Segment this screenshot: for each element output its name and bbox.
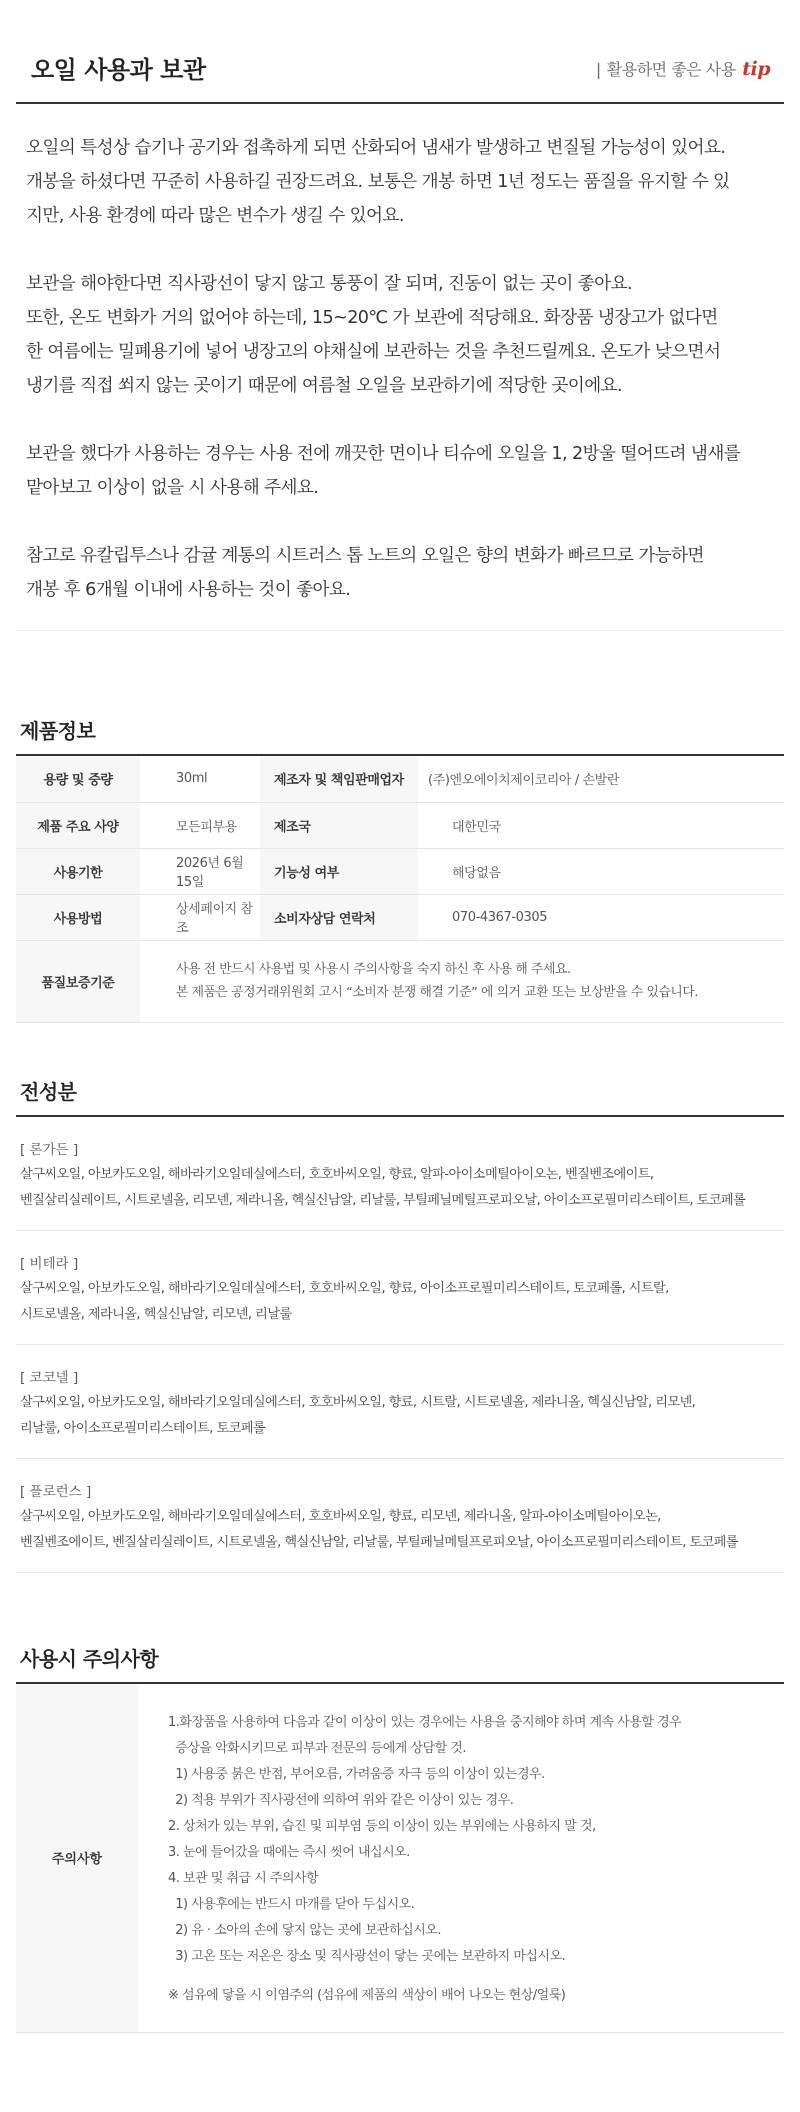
- quality-line: 사용 전 반드시 사용법 및 사용시 주의사항을 숙지 하신 후 사용 해 주세요.: [176, 962, 571, 977]
- tip-paragraph: 보관을 했다가 사용하는 경우는 사용 전에 깨끗한 면이나 티슈에 오일을 1, 2방울 떨어뜨려 냄새를 맡아보고 이상이 없을 시 사용해 주세요.: [26, 444, 741, 498]
- tip-paragraph: 보관을 해야한다면 직사광선이 닿지 않고 통풍이 잘 되며, 진동이 없는 곳이 좋아요. 또한, 온도 변화가 거의 없어야 하는데, 15~20℃ 가 보관에 적당해요. 화장품 냉장고가 없다면 한 여름에는 밀폐용기에 넣어 냉장고의 야채실에 보관하는 것을 추천드릴께요. 온도가 낮으면서 냉기를 직접 쐬지 않는 곳이기 때문에 여름철 오일을 보관하기에 적당한 곳이에요.: [26, 274, 721, 396]
- caution-line: 4. 보관 및 취급 시 주의사항: [168, 1870, 319, 1886]
- ingredient-name: [ 론가든 ]: [20, 1141, 79, 1158]
- caution-title: 사용시 주의사항: [16, 1643, 784, 1684]
- caution-row: [16, 1684, 784, 2033]
- table-row: [16, 756, 784, 802]
- caution-line: 1) 사용후에는 반드시 마개를 닫아 두십시오.: [168, 1896, 415, 1912]
- caution-line: 2. 상처가 있는 부위, 습진 및 피부염 등의 이상이 있는 부위에는 사용하지 말 것,: [168, 1818, 596, 1834]
- ingredients-section: [16, 1076, 784, 1573]
- caution-line: 3. 눈에 들어갔을 때에는 즉시 씻어 내십시오.: [168, 1844, 410, 1860]
- quality-line: 본 제품은 공정거래위원회 고시 “소비자 분쟁 해결 기준” 에 의거 교환 또는 보상받을 수 있습니다.: [176, 985, 699, 1000]
- table-row: [16, 802, 784, 848]
- tip-header: [16, 0, 784, 104]
- info-value: 070-4367-0305: [418, 894, 784, 940]
- ingredient-text: 살구씨오일, 아보카도오일, 해바라기오일데실에스터, 호호바씨오일, 향료, 알파-아이소메틸아이오논, 벤질벤조에이트, 벤질살리실레이트, 시트로넬올, 리모넨, 제라니올, 헥실신남알, 리날룰, 부틸페닐메틸프로피오날, 아이소프로필미리스테이트, 토코페롤: [20, 1166, 746, 1208]
- info-label: 기능성 여부: [260, 848, 418, 894]
- caution-label: 주의사항: [16, 1684, 138, 2032]
- ingredient-name: [ 비테라 ]: [20, 1255, 79, 1272]
- caution-line: 3) 고온 또는 저온은 장소 및 직사광선이 닿는 곳에는 보관하지 마십시오.: [168, 1948, 566, 1964]
- info-value: 30ml: [140, 756, 260, 802]
- info-value: 상세페이지 참조: [140, 894, 260, 940]
- tip-word: tip: [742, 58, 770, 80]
- caution-content: [138, 1684, 681, 2032]
- info-label: 사용방법: [16, 894, 140, 940]
- quality-content: [140, 940, 784, 1022]
- info-value: 2026년 6월 15일: [140, 848, 260, 894]
- list-item: [16, 1459, 784, 1573]
- quality-label: 품질보증기준: [16, 940, 140, 1022]
- caution-line: 증상을 악화시키므로 피부과 전문의 등에게 상담할 것.: [168, 1740, 466, 1756]
- info-label: 제품 주요 사양: [16, 802, 140, 848]
- tip-divider: |: [595, 60, 601, 79]
- tip-paragraph: 오일의 특성상 습기나 공기와 접촉하게 되면 산화되어 냄새가 발생하고 변질될 가능성이 있어요. 개봉을 하셨다면 꾸준히 사용하길 권장드려요. 보통은 개봉 하면 1년 정도는 품질을 유지할 수 있 지만, 사용 환경에 따라 많은 변수가 생길 수 있어요.: [26, 138, 730, 226]
- ingredient-name: [ 코코넬 ]: [20, 1369, 79, 1386]
- info-label: 제조자 및 책임판매업자: [260, 756, 418, 802]
- caution-section: [16, 1643, 784, 2033]
- caution-note: ※ 섬유에 닿을 시 이염주의 (섬유에 제품의 색상이 배어 나오는 현상/얼룩): [168, 1987, 566, 2003]
- table-row: [16, 940, 784, 1022]
- ingredient-name: [ 플로런스 ]: [20, 1483, 92, 1500]
- ingredient-text: 살구씨오일, 아보카도오일, 해바라기오일데실에스터, 호호바씨오일, 향료, 아이소프로필미리스테이트, 토코페롤, 시트랄, 시트로넬올, 제라니올, 헥실신남알, 리모넨, 리날룰: [20, 1280, 669, 1322]
- info-label: 용량 및 중량: [16, 756, 140, 802]
- tip-body: [16, 104, 784, 631]
- table-row: [16, 848, 784, 894]
- product-info-section: [16, 715, 784, 1023]
- info-value: 대한민국: [418, 802, 784, 848]
- tip-subtitle: [596, 57, 770, 80]
- ingredients-title: 전성분: [16, 1076, 784, 1117]
- info-label: 제조국: [260, 802, 418, 848]
- list-item: [16, 1345, 784, 1459]
- caution-line: 1.화장품을 사용하여 다음과 같이 이상이 있는 경우에는 사용을 중지해야 하며 계속 사용할 경우: [168, 1714, 682, 1730]
- product-info-title: 제품정보: [16, 715, 784, 756]
- list-item: [16, 1231, 784, 1345]
- ingredient-text: 살구씨오일, 아보카도오일, 해바라기오일데실에스터, 호호바씨오일, 향료, 시트랄, 시트로넬올, 제라니올, 헥실신남알, 리모넨, 리날룰, 아이소프로필미리스테이트, 토코페롤: [20, 1394, 696, 1436]
- table-row: [16, 894, 784, 940]
- info-value: 해당없음: [418, 848, 784, 894]
- caution-line: 1) 사용중 붉은 반점, 부어오름, 가려움증 자극 등의 이상이 있는경우.: [168, 1766, 545, 1782]
- caution-line: 2) 적용 부위가 직사광선에 의하여 위와 같은 이상이 있는 경우.: [168, 1792, 514, 1808]
- info-label: 사용기한: [16, 848, 140, 894]
- caution-line: 2) 유 · 소아의 손에 닿지 않는 곳에 보관하십시오.: [168, 1922, 441, 1938]
- info-value: (주)엔오에이치제이코리아 / 손발란: [418, 756, 784, 802]
- list-item: [16, 1117, 784, 1231]
- tip-paragraph: 참고로 유칼립투스나 감귤 계통의 시트러스 톱 노트의 오일은 향의 변화가 빠르므로 가능하면 개봉 후 6개월 이내에 사용하는 것이 좋아요.: [26, 546, 704, 600]
- tip-subtitle-text: 활용하면 좋은 사용: [606, 60, 736, 79]
- product-info-table: [16, 756, 784, 1023]
- ingredient-text: 살구씨오일, 아보카도오일, 해바라기오일데실에스터, 호호바씨오일, 향료, 리모넨, 제라니올, 알파-아이소메틸아이오논, 벤질벤조에이트, 벤질살리실레이트, 시트로넬올, 헥실신남알, 리날룰, 부틸페닐메틸프로피오날, 아이소프로필미리스테이트, 토코페롤: [20, 1508, 738, 1550]
- info-label: 소비자상담 연락처: [260, 894, 418, 940]
- tip-title: 오일 사용과 보관: [31, 56, 206, 84]
- info-value: 모든피부용: [140, 802, 260, 848]
